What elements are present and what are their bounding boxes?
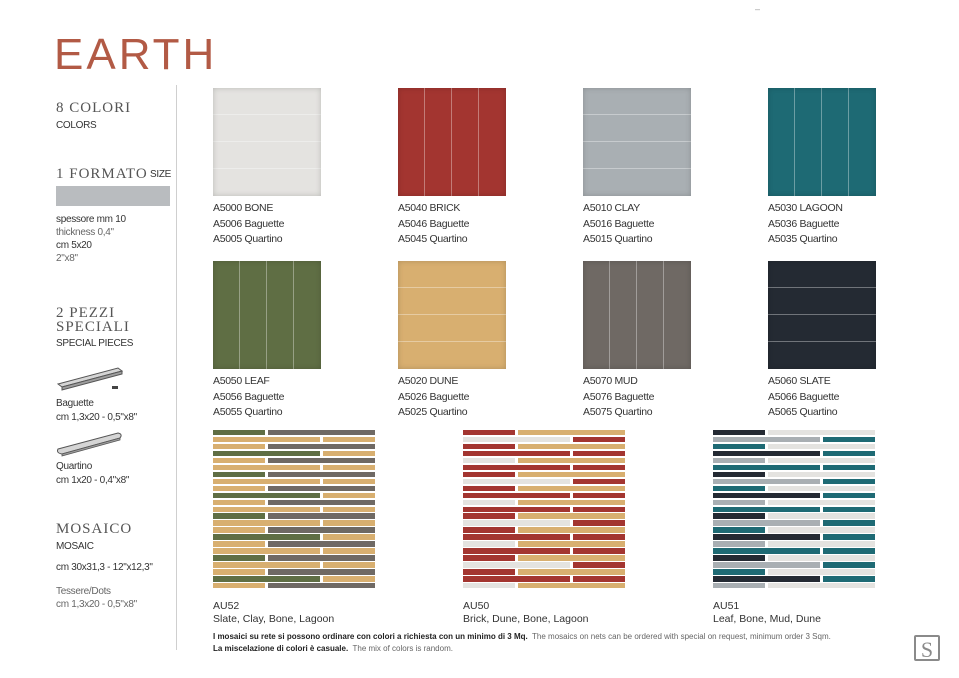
mosaic-strip	[713, 513, 765, 518]
mosaic-strip	[213, 458, 265, 463]
mosaic-sample	[213, 430, 375, 590]
mosaic-strip	[463, 458, 515, 463]
tile-quartino: A5065 Quartino	[768, 406, 838, 418]
dots-size: cm 1,3x20 - 0,5"x8"	[56, 599, 137, 610]
tile-swatch	[398, 261, 506, 369]
format-count: 1 FORMATO	[56, 166, 148, 182]
mosaic-strip	[823, 479, 875, 484]
tile-swatch	[398, 88, 506, 196]
mosaic-en: MOSAIC	[56, 541, 94, 552]
mosaic-strip	[768, 513, 875, 518]
mosaic-strip	[463, 437, 570, 442]
mosaic-strip	[213, 520, 320, 525]
mosaic-code: AU50	[463, 600, 490, 612]
mosaic-strip	[323, 451, 375, 456]
mosaic-strip	[213, 493, 320, 498]
mosaic-strip	[573, 465, 625, 470]
mosaic-strip	[823, 493, 875, 498]
tile-code: A5020 DUNE	[398, 375, 459, 387]
mosaic-strip	[713, 583, 765, 588]
tile-code: A5010 CLAY	[583, 202, 640, 214]
mosaic-strip	[573, 479, 625, 484]
mosaic-strip	[518, 513, 625, 518]
tile-code: A5070 MUD	[583, 375, 638, 387]
tile-quartino: A5005 Quartino	[213, 233, 283, 245]
mosaic-strip	[823, 451, 875, 456]
mosaic-strip	[463, 430, 515, 435]
baguette-name: Baguette	[56, 398, 94, 409]
special-count: 2 PEZZI	[56, 305, 116, 321]
mosaic-strip	[463, 583, 515, 588]
mosaic-strip	[768, 569, 875, 574]
mosaic-strip	[213, 534, 320, 539]
tile-label	[398, 374, 469, 421]
mosaic-strip	[268, 472, 375, 477]
mosaic-strip	[573, 437, 625, 442]
mosaic-strip	[323, 479, 375, 484]
tile-baguette: A5026 Baguette	[398, 390, 470, 403]
thickness-it: spessore mm 10	[56, 214, 126, 225]
mosaic-strip	[463, 500, 515, 505]
mosaic-strip	[713, 465, 820, 470]
mosaic-strip	[713, 493, 820, 498]
note-2-en: The mix of colors is random.	[352, 644, 453, 653]
mosaic-label	[213, 600, 334, 626]
thickness-en: thickness 0,4"	[56, 227, 114, 238]
mosaic-strip	[463, 520, 570, 525]
format-en: SIZE	[150, 169, 172, 180]
size-cm: cm 5x20	[56, 240, 92, 251]
mosaic-strip	[213, 576, 320, 581]
mosaic-strip	[213, 562, 320, 567]
tile-label	[583, 374, 654, 421]
quartino-size: cm 1x20 - 0,4"x8"	[56, 475, 130, 486]
mosaic-strip	[268, 486, 375, 491]
mosaic-strip	[518, 583, 625, 588]
mosaic-strip	[213, 486, 265, 491]
note-1-it: I mosaici su rete si possono ordinare con colori a richiesta con un minimo di 3 Mq.	[213, 632, 528, 641]
mosaic-label	[463, 600, 589, 626]
mosaic-strip	[213, 472, 265, 477]
mosaic-strip	[573, 507, 625, 512]
mosaic-strip	[768, 527, 875, 532]
mosaic-strip	[713, 451, 820, 456]
mosaic-strip	[573, 534, 625, 539]
mosaic-strip	[713, 500, 765, 505]
mosaic-strip	[268, 541, 375, 546]
mosaic-strip	[713, 444, 765, 449]
mosaic-label	[713, 600, 821, 626]
mosaic-strip	[213, 527, 265, 532]
mosaic-strip	[213, 513, 265, 518]
mosaic-strip	[463, 507, 570, 512]
mosaic-strip	[213, 500, 265, 505]
tile-swatch	[213, 261, 321, 369]
brand-logo: S	[914, 635, 940, 661]
tile-quartino: A5035 Quartino	[768, 233, 838, 245]
mosaic-strip	[768, 486, 875, 491]
mosaic-strip	[213, 437, 320, 442]
mosaic-strip	[713, 458, 765, 463]
tile-label	[583, 201, 654, 248]
mosaic-strip	[463, 534, 570, 539]
mosaic-sample	[713, 430, 875, 590]
mosaic-strip	[768, 444, 875, 449]
tile-baguette: A5066 Baguette	[768, 390, 840, 403]
mosaic-strip	[213, 555, 265, 560]
size-swatch	[56, 186, 170, 206]
mosaic-strip	[323, 534, 375, 539]
mosaic-code: AU52	[213, 600, 240, 612]
mosaic-strip	[463, 513, 515, 518]
mosaic-strip	[713, 576, 820, 581]
mosaic-strip	[823, 534, 875, 539]
colors-en: COLORS	[56, 120, 97, 131]
tile-baguette: A5056 Baguette	[213, 390, 285, 403]
mosaic-strip	[268, 555, 375, 560]
mosaic-strip	[823, 548, 875, 553]
tile-code: A5060 SLATE	[768, 375, 831, 387]
mosaic-strip	[463, 548, 570, 553]
mosaic-strip	[518, 444, 625, 449]
mosaic-strip	[463, 472, 515, 477]
mosaic-strip	[713, 486, 765, 491]
mosaic-strip	[463, 465, 570, 470]
tile-baguette: A5036 Baguette	[768, 217, 840, 230]
mosaic-strip	[518, 527, 625, 532]
mosaic-strip	[463, 576, 570, 581]
mosaic-strip	[213, 451, 320, 456]
mosaic-code: AU51	[713, 600, 740, 612]
mosaic-strip	[213, 569, 265, 574]
mosaic-strip	[463, 555, 515, 560]
mosaic-strip	[713, 548, 820, 553]
mosaic-strip	[768, 541, 875, 546]
tile-label	[768, 374, 839, 421]
quartino-piece-icon	[54, 427, 134, 457]
mosaic-note-2	[213, 643, 903, 654]
mosaic-strip	[573, 520, 625, 525]
mosaic-strip	[518, 458, 625, 463]
mosaic-strip	[268, 569, 375, 574]
mosaic-strip	[573, 451, 625, 456]
mosaic-strip	[213, 444, 265, 449]
mosaic-strip	[268, 583, 375, 588]
mosaic-strip	[573, 493, 625, 498]
mosaic-strip	[713, 520, 820, 525]
tile-swatch	[768, 88, 876, 196]
mosaic-strip	[713, 569, 765, 574]
mosaic-strip	[463, 569, 515, 574]
dots-label: Tessere/Dots	[56, 586, 111, 597]
tile-swatch	[583, 261, 691, 369]
tile-baguette: A5076 Baguette	[583, 390, 655, 403]
mosaic-size: cm 30x31,3 - 12"x12,3"	[56, 562, 153, 573]
mosaic-strip	[463, 486, 515, 491]
mosaic-strip	[213, 548, 320, 553]
mosaic-strip	[323, 507, 375, 512]
mosaic-strip	[823, 507, 875, 512]
mosaic-strip	[768, 500, 875, 505]
mosaic-strip	[463, 562, 570, 567]
mosaic-strip	[518, 541, 625, 546]
mosaic-strip	[573, 548, 625, 553]
mosaic-strip	[573, 576, 625, 581]
mosaic-strip	[323, 576, 375, 581]
mosaic-strip	[323, 548, 375, 553]
note-1-en: The mosaics on nets can be ordered with special on request, minimum order 3 Sqm.	[532, 632, 831, 641]
mosaic-strip	[323, 562, 375, 567]
mosaic-it: MOSAICO	[56, 521, 133, 537]
mosaic-strip	[713, 534, 820, 539]
size-in: 2"x8"	[56, 253, 78, 264]
mosaic-colors: Leaf, Bone, Mud, Dune	[713, 613, 821, 625]
mosaic-strip	[518, 486, 625, 491]
mosaic-strip	[768, 583, 875, 588]
mosaic-sample	[463, 430, 625, 590]
tile-code: A5000 BONE	[213, 202, 274, 214]
mosaic-strip	[268, 500, 375, 505]
mosaic-strip	[213, 507, 320, 512]
special-en: SPECIAL PIECES	[56, 338, 134, 349]
special-it: SPECIALI	[56, 319, 130, 335]
mosaic-strip	[518, 430, 625, 435]
tile-quartino: A5075 Quartino	[583, 406, 653, 418]
mosaic-strip	[518, 472, 625, 477]
mosaic-strip	[713, 437, 820, 442]
tile-quartino: A5015 Quartino	[583, 233, 653, 245]
mosaic-strip	[518, 555, 625, 560]
mosaic-strip	[823, 465, 875, 470]
mosaic-strip	[268, 430, 375, 435]
mosaic-strip	[268, 458, 375, 463]
tile-label	[213, 201, 284, 248]
page-title: EARTH	[54, 30, 218, 79]
note-2-it: La miscelazione di colori è casuale.	[213, 644, 349, 653]
tile-quartino: A5025 Quartino	[398, 406, 468, 418]
tile-label	[768, 201, 843, 248]
mosaic-strip	[213, 465, 320, 470]
mosaic-strip	[713, 472, 765, 477]
tile-swatch	[768, 261, 876, 369]
mosaic-strip	[268, 513, 375, 518]
tile-baguette: A5006 Baguette	[213, 217, 285, 230]
mosaic-strip	[518, 500, 625, 505]
mosaic-colors: Brick, Dune, Bone, Lagoon	[463, 613, 589, 625]
tile-label	[213, 374, 284, 421]
baguette-piece-icon	[54, 362, 134, 392]
mosaic-strip	[463, 527, 515, 532]
mosaic-strip	[713, 541, 765, 546]
top-mark: –	[755, 4, 761, 14]
mosaic-strip	[213, 430, 265, 435]
mosaic-strip	[768, 458, 875, 463]
mosaic-strip	[768, 472, 875, 477]
mosaic-strip	[768, 555, 875, 560]
mosaic-strip	[768, 430, 875, 435]
tile-baguette: A5046 Baguette	[398, 217, 470, 230]
mosaic-strip	[713, 555, 765, 560]
mosaic-strip	[323, 465, 375, 470]
mosaic-strip	[213, 583, 265, 588]
mosaic-strip	[713, 479, 820, 484]
mosaic-strip	[268, 444, 375, 449]
tile-code: A5050 LEAF	[213, 375, 270, 387]
tile-quartino: A5055 Quartino	[213, 406, 283, 418]
divider	[176, 85, 177, 650]
colors-count: 8 COLORI	[56, 100, 132, 116]
mosaic-strip	[823, 576, 875, 581]
mosaic-strip	[323, 520, 375, 525]
mosaic-strip	[323, 437, 375, 442]
tile-swatch	[583, 88, 691, 196]
tile-code: A5040 BRICK	[398, 202, 461, 214]
mosaic-strip	[518, 569, 625, 574]
mosaic-strip	[463, 451, 570, 456]
tile-quartino: A5045 Quartino	[398, 233, 468, 245]
mosaic-strip	[213, 479, 320, 484]
tile-code: A5030 LAGOON	[768, 202, 843, 214]
mosaic-strip	[463, 493, 570, 498]
mosaic-strip	[463, 444, 515, 449]
mosaic-colors: Slate, Clay, Bone, Lagoon	[213, 613, 335, 625]
mosaic-strip	[823, 520, 875, 525]
mosaic-strip	[823, 437, 875, 442]
mosaic-strip	[823, 562, 875, 567]
baguette-size: cm 1,3x20 - 0,5"x8"	[56, 412, 137, 423]
tile-label	[398, 201, 469, 248]
mosaic-strip	[463, 479, 570, 484]
tile-swatch	[213, 88, 321, 196]
mosaic-strip	[713, 527, 765, 532]
quartino-name: Quartino	[56, 461, 92, 472]
mosaic-strip	[268, 527, 375, 532]
mosaic-strip	[713, 507, 820, 512]
mosaic-strip	[713, 430, 765, 435]
tile-baguette: A5016 Baguette	[583, 217, 655, 230]
mosaic-strip	[213, 541, 265, 546]
mosaic-note-1	[213, 631, 903, 642]
mosaic-strip	[573, 562, 625, 567]
mosaic-strip	[323, 493, 375, 498]
mosaic-strip	[713, 562, 820, 567]
mosaic-strip	[463, 541, 515, 546]
